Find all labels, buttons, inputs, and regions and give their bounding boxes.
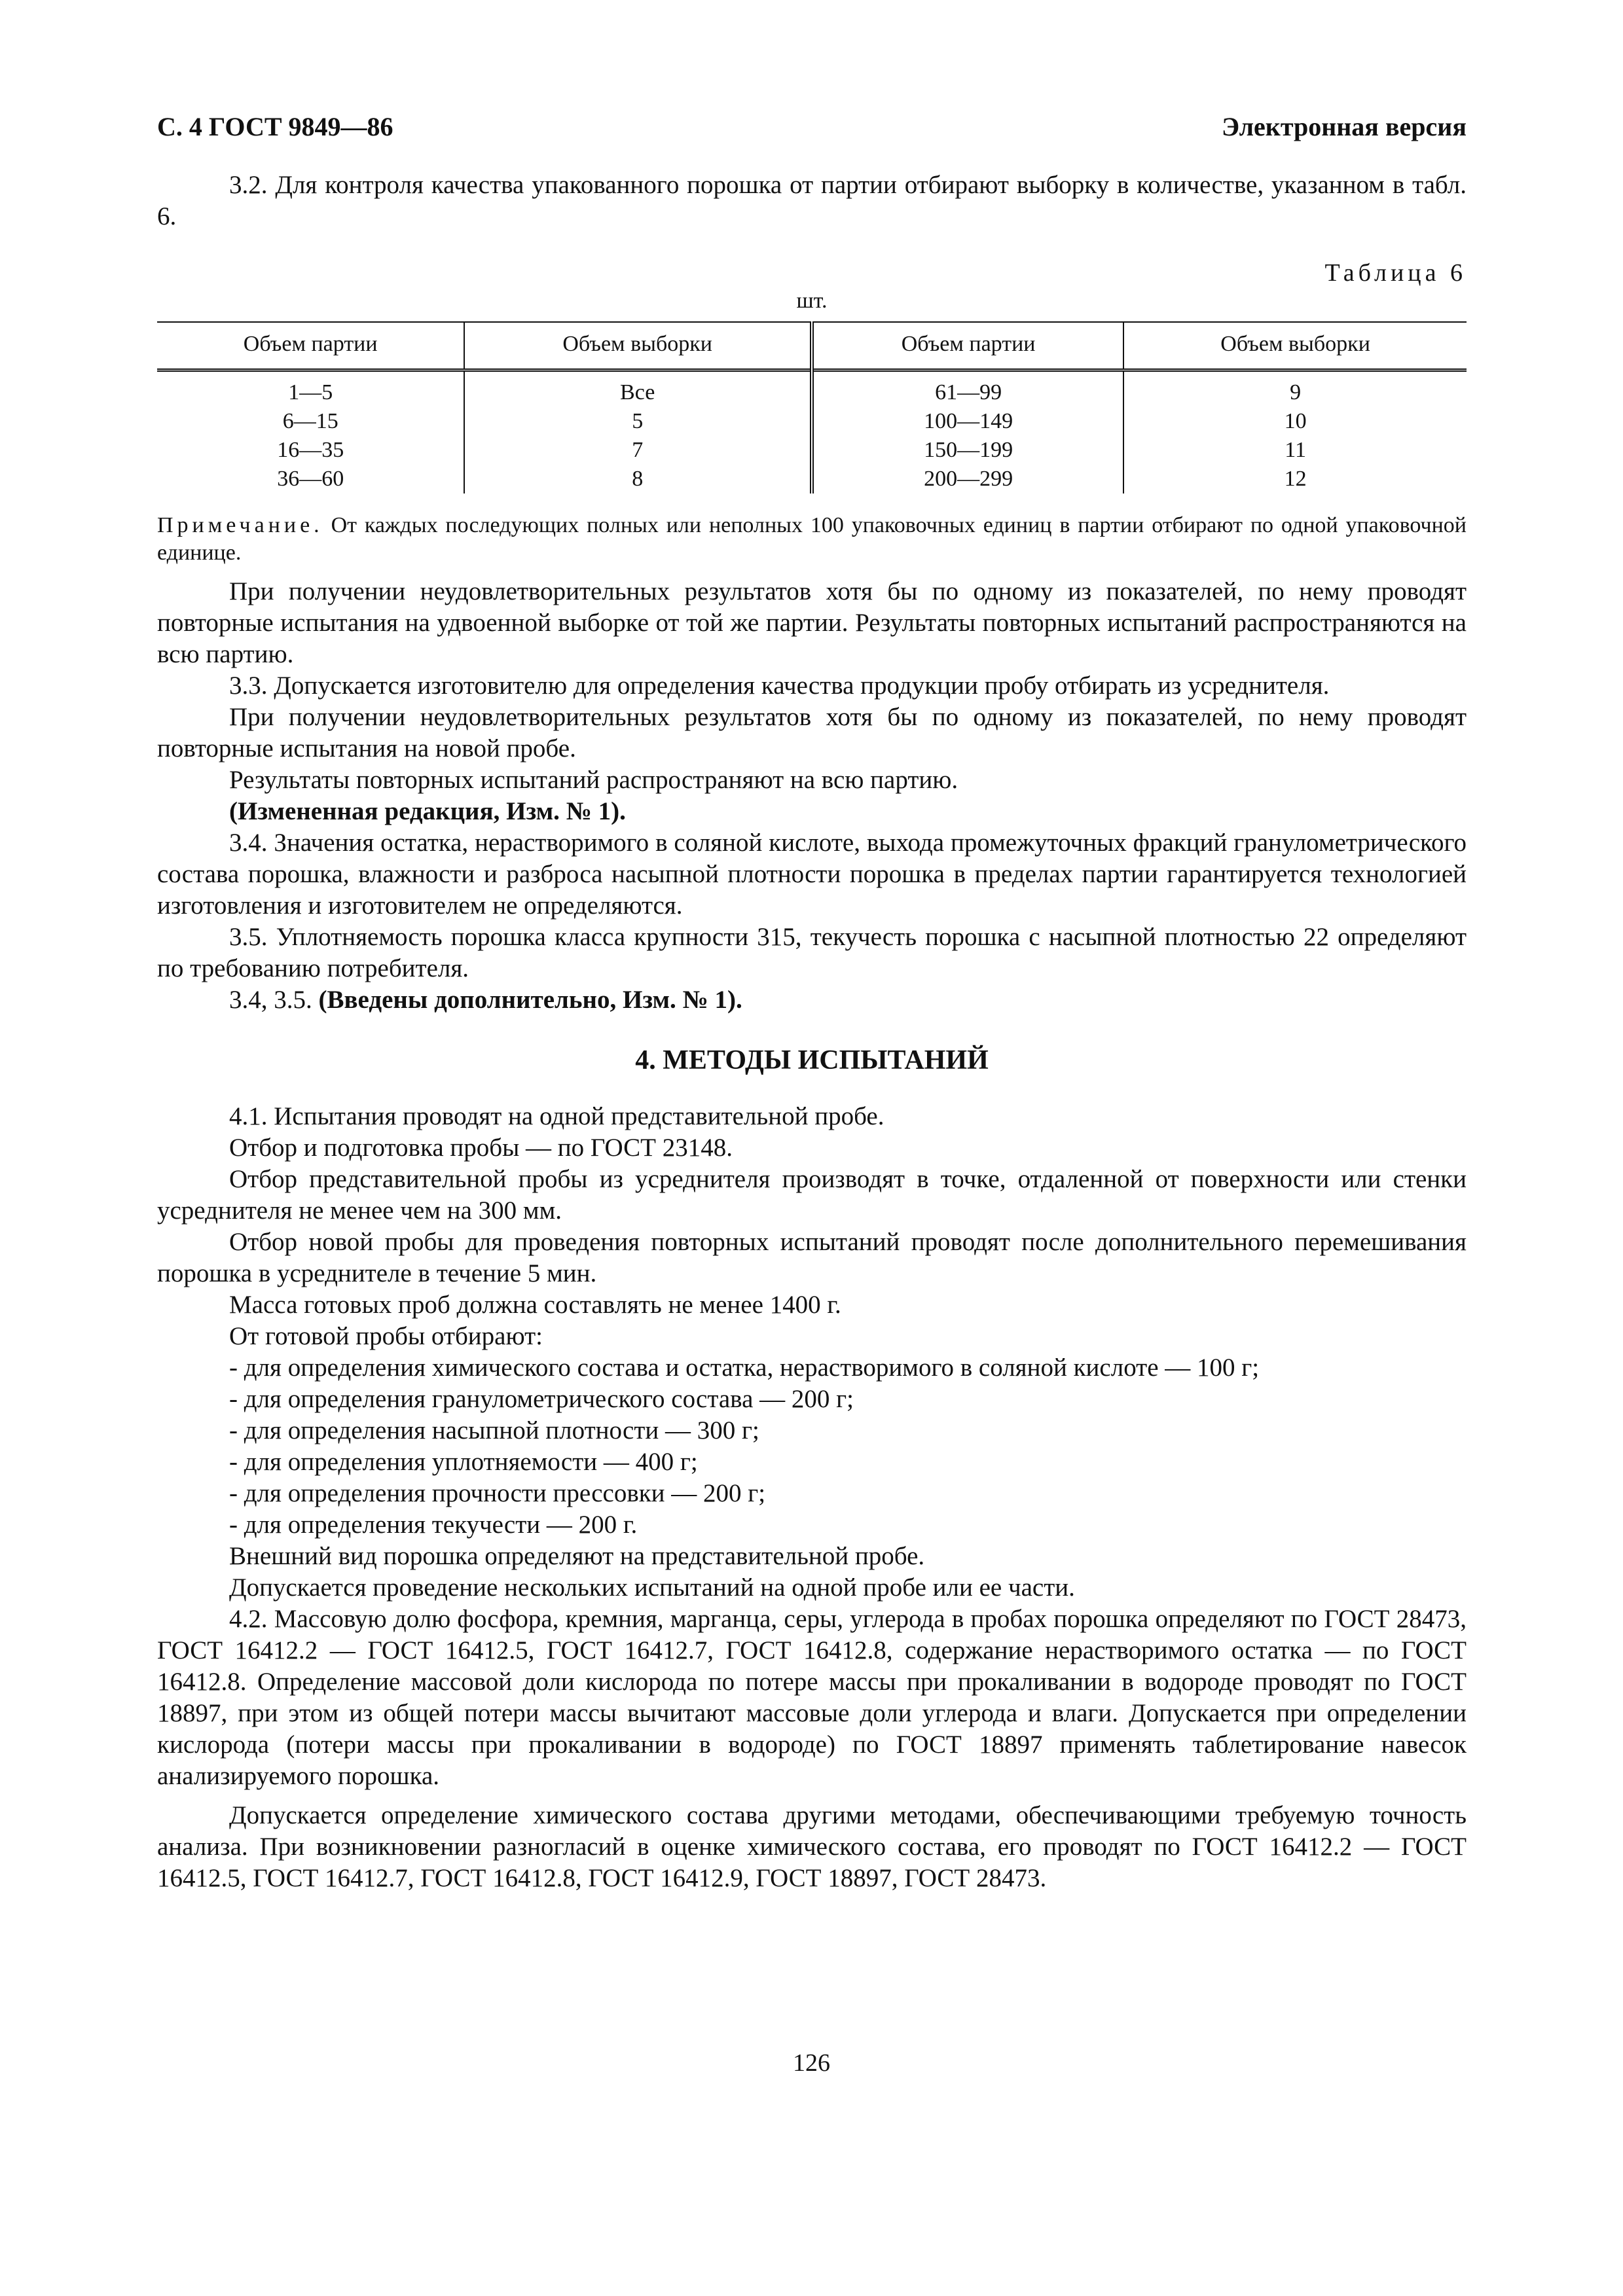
table-cell: 6—15 — [282, 409, 338, 433]
page-header — [157, 111, 1467, 142]
table-cell: 1—5 — [288, 380, 333, 404]
amendment-note — [157, 984, 1467, 1016]
paragraph: Внешний вид порошка определяют на представительной пробе. — [229, 1542, 925, 1570]
paragraph: Отбор и подготовка пробы — по ГОСТ 23148. — [229, 1134, 733, 1162]
paragraph: От готовой пробы отбирают: — [229, 1322, 543, 1350]
paragraph: 3.3. Допускается изготовителю для определения качества продукции пробу отбирать из усреднителя. — [229, 672, 1330, 700]
amendment-note: (Измененная редакция, Изм. № 1). — [229, 797, 626, 825]
table-row — [157, 436, 1467, 465]
paragraph: 3.5. Уплотняемость порошка класса крупности 315, текучесть порошка с насыпной плотностью 22 определяют по требованию потребителя. — [157, 923, 1467, 982]
table-cell: 16—35 — [277, 438, 344, 462]
paragraph: Отбор новой пробы для проведения повторных испытаний проводят после дополнительного перемешивания порошка в усреднителе в течение 5 мин. — [157, 1228, 1467, 1287]
sample-size-table — [157, 321, 1467, 493]
list-item: - для определения химического состава и остатка, нерастворимого в соляной кислоте — 100 г; — [229, 1354, 1260, 1382]
paragraph: Допускается проведение нескольких испытаний на одной пробе или ее части. — [229, 1573, 1075, 1602]
paragraph: Масса готовых проб должна составлять не менее 1400 г. — [229, 1291, 841, 1319]
document-page — [157, 111, 1467, 1894]
table-cell: Все — [464, 378, 812, 407]
table-cell: 150—199 — [812, 436, 1123, 465]
table-note — [157, 512, 1467, 567]
paragraph: При получении неудовлетворительных результатов хотя бы по одному из показателей, по нему проводят повторные испытания на удвоенной выборке от той же партии. Результаты повторных испытаний распространяются на всю партию. — [157, 577, 1467, 668]
table-row — [157, 465, 1467, 493]
paragraph: 3.4. Значения остатка, нерастворимого в соляной кислоте, выхода промежуточных фракций гранулометрического состава порошка, влажности и разброса насыпной плотности порошка в пределах партии гарантируется технологией изготовления и изготовителем не определяются. — [157, 829, 1467, 920]
table-cell: 5 — [464, 407, 812, 436]
note-text: От каждых последующих полных или неполных 100 упаковочных единиц в партии отбирают по одной упаковочной единице. — [157, 513, 1467, 565]
table-cell: 7 — [464, 436, 812, 465]
table-cell: 12 — [1123, 465, 1467, 493]
paragraph: Допускается определение химического состава другими методами, обеспечивающими требуемую точность анализа. При возникновении разногласий в оценке химического состава, его проводят по ГОСТ 16412.2 — ГОСТ 16412.5, ГОСТ 16412.7, ГОСТ 16412.8, ГОСТ 16412.9, ГОСТ 18897, ГОСТ 28473. — [157, 1801, 1467, 1892]
note-label: Примечание. — [157, 513, 323, 537]
list-item: - для определения гранулометрического состава — 200 г; — [229, 1385, 854, 1413]
list-item: - для определения уплотняемости — 400 г; — [229, 1448, 698, 1476]
header-sample-size: Объем выборки — [1123, 322, 1467, 370]
paragraph: Результаты повторных испытаний распространяют на всю партию. — [229, 766, 958, 794]
paragraph: 4.2. Массовую долю фосфора, кремния, марганца, серы, углерода в пробах порошка определяют по ГОСТ 28473, ГОСТ 16412.2 — ГОСТ 16412.5, ГОСТ 16412.7, ГОСТ 16412.8, содержание нерастворимого остатка — по ГОСТ 16412.8. Определение массовой доли кислорода по потере массы при прокаливании в водороде проводят по ГОСТ 18897, при этом из общей потери массы вычитают массовые доли углерода и влаги. Допускается при определении кислорода (потери массы при прокаливании в водороде) по ГОСТ 18897 применять таблетирование навесок анализируемого порошка. — [157, 1605, 1467, 1790]
header-edition: Электронная версия — [1221, 112, 1467, 141]
table-caption: Таблица 6 — [1324, 259, 1467, 287]
list-item: - для определения текучести — 200 г. — [229, 1511, 638, 1539]
section-title: 4. МЕТОДЫ ИСПЫТАНИЙ — [635, 1045, 989, 1075]
table-cell: 10 — [1123, 407, 1467, 436]
amendment-bold: (Введены дополнительно, Изм. № 1). — [318, 986, 742, 1014]
table-unit: шт. — [796, 289, 828, 313]
paragraph: 4.1. Испытания проводят на одной представительной пробе. — [229, 1102, 884, 1130]
table-cell: 200—299 — [812, 465, 1123, 493]
list-item: - для определения насыпной плотности — 300 г; — [229, 1416, 759, 1444]
intro-paragraph: 3.2. Для контроля качества упакованного порошка от партии отбирают выборку в количестве, указанном в табл. 6. — [157, 171, 1467, 230]
table-cell: 11 — [1123, 436, 1467, 465]
header-lot-size: Объем партии — [812, 322, 1123, 370]
table-cell: 100—149 — [812, 407, 1123, 436]
table-cell: 36—60 — [277, 467, 344, 491]
table-row — [157, 407, 1467, 436]
table-cell: 61—99 — [812, 378, 1123, 407]
paragraph: Отбор представительной пробы из усреднителя производят в точке, отдаленной от поверхности или стенки усреднителя не менее чем на 300 мм. — [157, 1165, 1467, 1225]
table-header-row — [157, 322, 1467, 370]
header-sample-size: Объем выборки — [464, 322, 812, 370]
list-item: - для определения прочности прессовки — 200 г; — [229, 1479, 766, 1507]
table-cell: 9 — [1123, 378, 1467, 407]
table-cell: 8 — [464, 465, 812, 493]
table-row — [157, 378, 1467, 407]
amendment-prefix: 3.4, 3.5. — [229, 986, 319, 1014]
paragraph: При получении неудовлетворительных результатов хотя бы по одному из показателей, по нему проводят повторные испытания на новой пробе. — [157, 703, 1467, 762]
header-standard-ref: С. 4 ГОСТ 9849—86 — [157, 112, 393, 141]
header-lot-size: Объем партии — [157, 322, 464, 370]
page-number: 126 — [793, 2049, 830, 2077]
